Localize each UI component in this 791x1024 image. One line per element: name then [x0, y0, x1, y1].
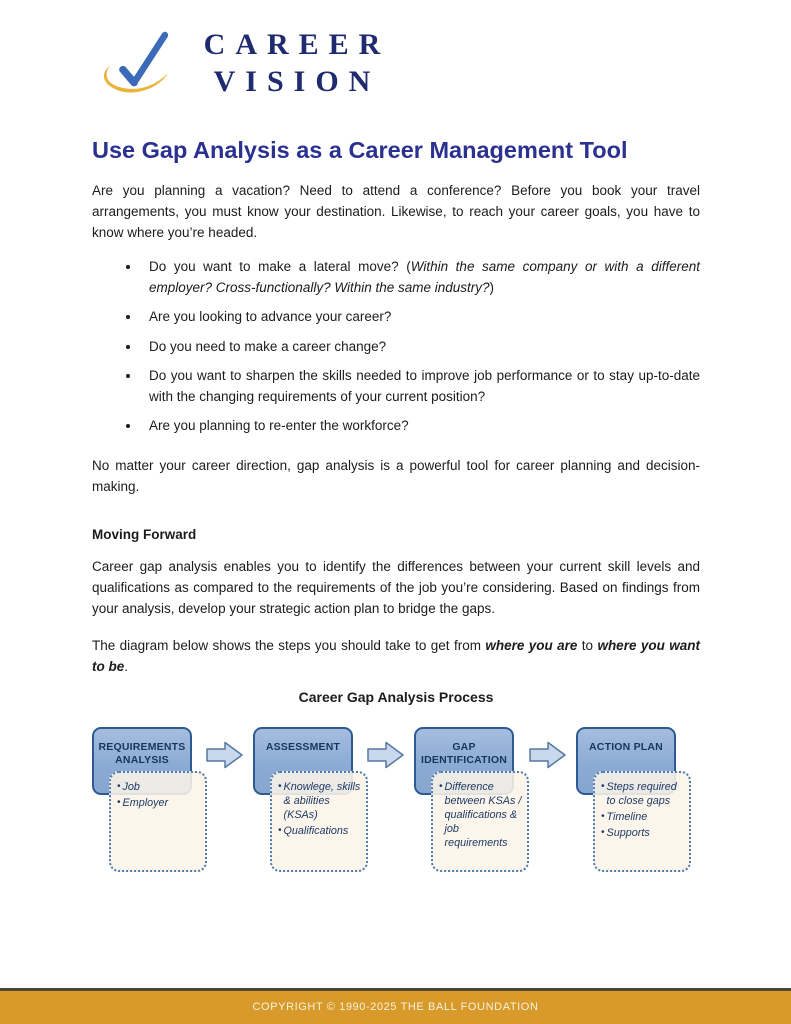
list-item-text: Do you need to make a career change?	[149, 338, 387, 354]
footer-bar	[0, 988, 791, 1024]
checkmark-icon	[123, 35, 165, 83]
career-vision-logo-icon	[92, 22, 180, 106]
process-diagram	[92, 727, 700, 879]
note-item	[278, 824, 363, 838]
list-item	[141, 337, 700, 358]
bullet-dot-icon: •	[117, 780, 121, 792]
note-item	[117, 780, 202, 794]
note-text: Difference between KSAs / qualifications & job requirements	[444, 780, 522, 849]
list-item-text: Do you want to sharpen the skills needed to improve job performance or to stay up-to-date with the changing requirements of your current position?	[149, 368, 700, 404]
bullet-dot-icon: •	[278, 824, 282, 836]
note-text: Steps required to close gaps	[606, 780, 677, 807]
bullet-dot-icon: •	[601, 826, 605, 838]
note-text: Knowlege, skills & abilities (KSAs)	[283, 780, 361, 821]
note-text: Supports	[606, 826, 650, 839]
list-item	[141, 257, 700, 298]
logo-line-vision: VISION	[213, 65, 381, 98]
bullet-dot-icon: •	[439, 780, 443, 792]
list-item-text: Do you want to make a lateral move? (	[149, 259, 411, 274]
diagram-step-gap-identification	[414, 727, 532, 877]
list-item-close: )	[489, 279, 495, 295]
logo-line-career: CAREER	[203, 28, 391, 61]
leadin-emphasis-2: where you want to be	[92, 637, 700, 674]
note-text: Timeline	[606, 810, 648, 823]
section-heading: Moving Forward	[92, 526, 197, 542]
question-list	[92, 257, 700, 437]
right-arrow-icon	[529, 741, 567, 769]
list-item	[141, 416, 700, 437]
step-header: ACTION PLAN	[576, 727, 676, 795]
bullet-dot-icon: •	[278, 780, 282, 792]
note-text: Employer	[122, 796, 169, 809]
logo-wordmark	[188, 22, 406, 100]
moving-forward-paragraph: Career gap analysis enables you to identify the differences between your current skill levels and qualifications as compared to the requirements of the job you’re considering. Based on findings from your analysis, develop your strategic action plan to bridge the gaps.	[92, 558, 700, 616]
list-item-text: Are you planning to re-enter the workforce?	[149, 418, 409, 433]
note-item	[601, 810, 686, 824]
list-item	[141, 307, 700, 328]
bullet-dot-icon: •	[601, 810, 605, 822]
intro-paragraph: Are you planning a vacation? Need to attend a conference? Before you book your travel arrangements, you must know your destination. Likewise, to reach your career goals, you have to know where you’re headed.	[92, 183, 700, 240]
step-notes	[270, 771, 368, 872]
leadin-emphasis-1: where you are	[485, 637, 578, 653]
bullet-dot-icon: •	[117, 796, 121, 808]
diagram-step-assessment	[253, 727, 371, 877]
note-item	[601, 780, 686, 808]
step-header: REQUIREMENTS ANALYSIS	[92, 727, 192, 795]
diagram-title: Career Gap Analysis Process	[298, 688, 494, 705]
leadin-text: The diagram below shows the steps you should take to get from	[92, 637, 486, 653]
note-item	[439, 780, 524, 850]
note-item	[117, 796, 202, 810]
note-item	[278, 780, 363, 822]
bullet-dot-icon: •	[601, 780, 605, 792]
diagram-step-requirements-analysis	[92, 727, 210, 877]
step-header: GAP IDENTIFICATION	[414, 727, 514, 795]
step-notes	[593, 771, 691, 872]
diagram-step-action-plan	[576, 727, 694, 877]
list-item	[141, 366, 700, 407]
page-title: Use Gap Analysis as a Career Management Tool	[92, 137, 628, 163]
copyright-text: COPYRIGHT © 1990-2025 THE BALL FOUNDATION	[252, 1001, 539, 1013]
summary-paragraph: No matter your career direction, gap analysis is a powerful tool for career planning and decision-making.	[92, 457, 700, 494]
step-notes	[109, 771, 207, 872]
right-arrow-icon	[206, 741, 244, 769]
note-text: Qualifications	[283, 824, 349, 837]
list-item-italic: Within the same company or with a different employer? Cross-functionally? Within the same industry?	[149, 259, 700, 295]
note-item	[601, 826, 686, 840]
leadin-text: .	[124, 658, 129, 674]
right-arrow-icon	[367, 741, 405, 769]
list-item-text: Are you looking to advance your career?	[149, 309, 392, 324]
leadin-text: to	[577, 637, 598, 653]
step-notes	[431, 771, 529, 872]
note-text: Job	[122, 780, 140, 793]
step-header: ASSESSMENT	[253, 727, 353, 795]
career-vision-logo	[92, 0, 700, 110]
diagram-leadin-paragraph	[92, 635, 700, 677]
